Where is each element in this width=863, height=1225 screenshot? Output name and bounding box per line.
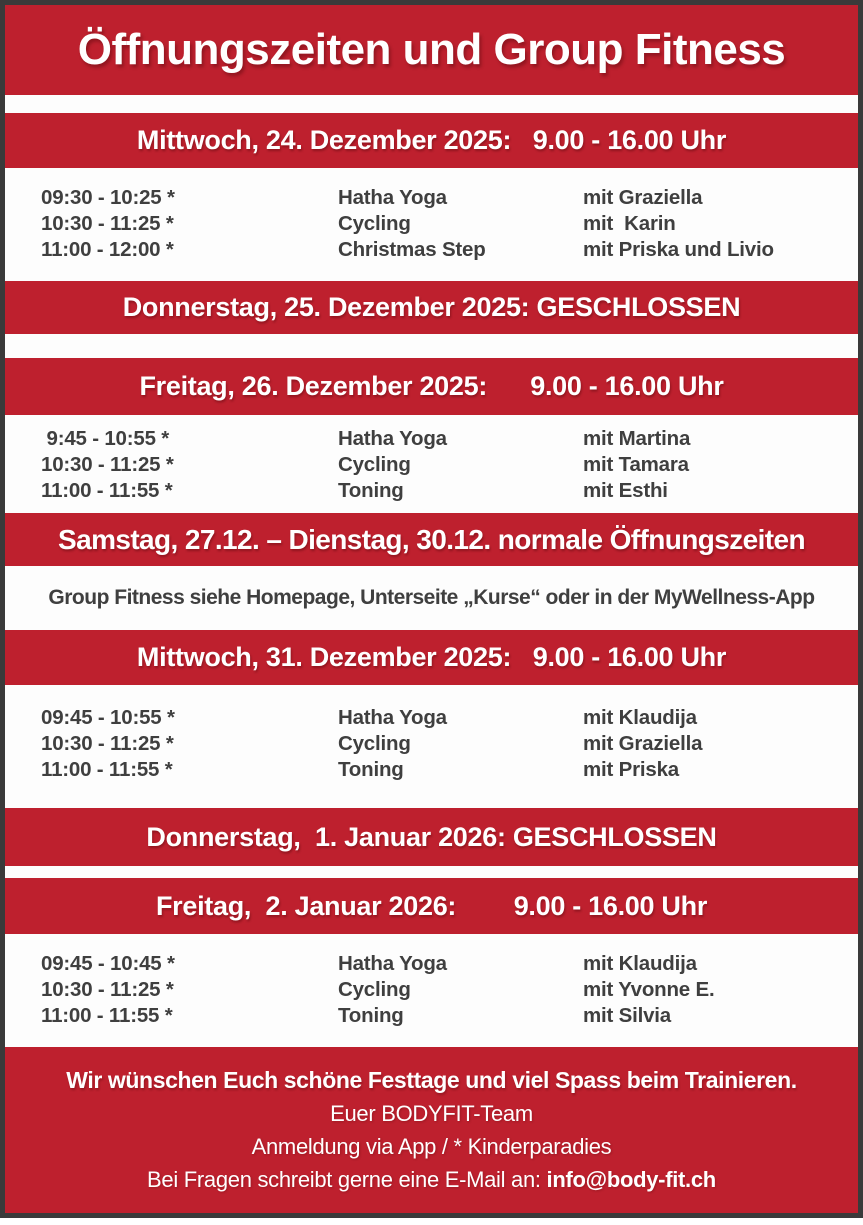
time-cell: 9:45 - 10:55 * [41, 427, 170, 450]
section-band-jan2 [5, 878, 858, 934]
class-cell: Hatha Yoga [338, 186, 447, 209]
schedule-row [41, 452, 838, 478]
schedule-row [41, 977, 838, 1003]
schedule-row [41, 1003, 838, 1029]
class-cell: Cycling [338, 732, 411, 755]
instructor-cell: mit Yvonne E. [583, 978, 715, 1001]
footer-greeting: Wir wünschen Euch schöne Festtage und viel Spass beim Trainieren. [66, 1067, 797, 1093]
note-text: Group Fitness siehe Homepage, Unterseite „Kurse“ oder in der MyWellness-App [48, 586, 815, 609]
schedule-row [41, 426, 838, 452]
schedule-row [41, 731, 838, 757]
section-band-dec25-closed [5, 281, 858, 334]
class-cell: Cycling [338, 978, 411, 1001]
schedule-jan2 [5, 934, 858, 1047]
section-band-dec31 [5, 630, 858, 685]
schedule-row [41, 185, 838, 211]
instructor-cell: mit Martina [583, 427, 691, 450]
footer-contact-prefix: Bei Fragen schreibt gerne eine E-Mail an: [147, 1167, 547, 1192]
time-cell: 09:30 - 10:25 * [41, 186, 175, 209]
section-band-dec24 [5, 113, 858, 168]
spacer [5, 866, 858, 878]
section-band-dec27-30 [5, 513, 858, 566]
schedule-dec31 [5, 685, 858, 808]
time-cell: 09:45 - 10:45 * [41, 952, 175, 975]
time-cell: 10:30 - 11:25 * [41, 978, 174, 1001]
section-heading-dec31: Mittwoch, 31. Dezember 2025: 9.00 - 16.00 Uhr [136, 642, 727, 672]
section-heading-dec27-30: Samstag, 27.12. – Dienstag, 30.12. normale Öffnungszeiten [58, 523, 805, 555]
instructor-cell: mit Klaudija [583, 706, 697, 729]
contact-email: info@body-fit.ch [546, 1167, 716, 1192]
schedule-row [41, 237, 838, 263]
section-heading-dec25: Donnerstag, 25. Dezember 2025: GESCHLOSSEN [122, 292, 741, 322]
class-cell: Cycling [338, 453, 411, 476]
class-cell: Hatha Yoga [338, 706, 447, 729]
instructor-cell: mit Graziella [583, 732, 703, 755]
class-cell: Toning [338, 479, 404, 502]
instructor-cell: mit Karin [583, 212, 676, 235]
class-cell: Christmas Step [338, 238, 486, 261]
time-cell: 09:45 - 10:55 * [41, 706, 175, 729]
schedule-dec26 [5, 415, 858, 513]
schedule-row [41, 211, 838, 237]
time-cell: 11:00 - 11:55 * [41, 1004, 173, 1027]
footer-registration-note: Anmeldung via App / * Kinderparadies [251, 1134, 612, 1159]
instructor-cell: mit Klaudija [583, 952, 697, 975]
footer-team: Euer BODYFIT-Team [330, 1101, 533, 1126]
class-cell: Hatha Yoga [338, 952, 447, 975]
time-cell: 10:30 - 11:25 * [41, 732, 174, 755]
section-heading-jan1: Donnerstag, 1. Januar 2026: GESCHLOSSEN [146, 821, 717, 852]
time-cell: 11:00 - 11:55 * [41, 758, 173, 781]
group-fitness-note [5, 566, 858, 630]
spacer [5, 334, 858, 358]
instructor-cell: mit Silvia [583, 1004, 672, 1027]
time-cell: 11:00 - 11:55 * [41, 479, 173, 502]
class-cell: Cycling [338, 212, 411, 235]
page-title: Öffnungszeiten und Group Fitness [77, 25, 786, 74]
instructor-cell: mit Priska [583, 758, 679, 781]
spacer [5, 95, 858, 113]
time-cell: 11:00 - 12:00 * [41, 238, 174, 261]
schedule-row [41, 951, 838, 977]
class-cell: Toning [338, 758, 404, 781]
schedule-row [41, 705, 838, 731]
instructor-cell: mit Graziella [583, 186, 703, 209]
schedule-row [41, 757, 838, 783]
instructor-cell: mit Esthi [583, 479, 668, 502]
schedule-dec24 [5, 168, 858, 281]
section-band-dec26 [5, 358, 858, 415]
class-cell: Hatha Yoga [338, 427, 447, 450]
footer-contact-line [147, 1167, 716, 1193]
class-cell: Toning [338, 1004, 404, 1027]
instructor-cell: mit Priska und Livio [583, 238, 774, 261]
section-heading-jan2: Freitag, 2. Januar 2026: 9.00 - 16.00 Uhr [155, 890, 708, 921]
section-heading-dec24: Mittwoch, 24. Dezember 2025: 9.00 - 16.00 Uhr [136, 125, 727, 155]
time-cell: 10:30 - 11:25 * [41, 212, 174, 235]
time-cell: 10:30 - 11:25 * [41, 453, 174, 476]
title-band [5, 5, 858, 95]
footer-band [5, 1047, 858, 1213]
instructor-cell: mit Tamara [583, 453, 689, 476]
schedule-row [41, 478, 838, 504]
section-band-jan1-closed [5, 808, 858, 866]
section-heading-dec26: Freitag, 26. Dezember 2025: 9.00 - 16.00 Uhr [139, 371, 724, 401]
